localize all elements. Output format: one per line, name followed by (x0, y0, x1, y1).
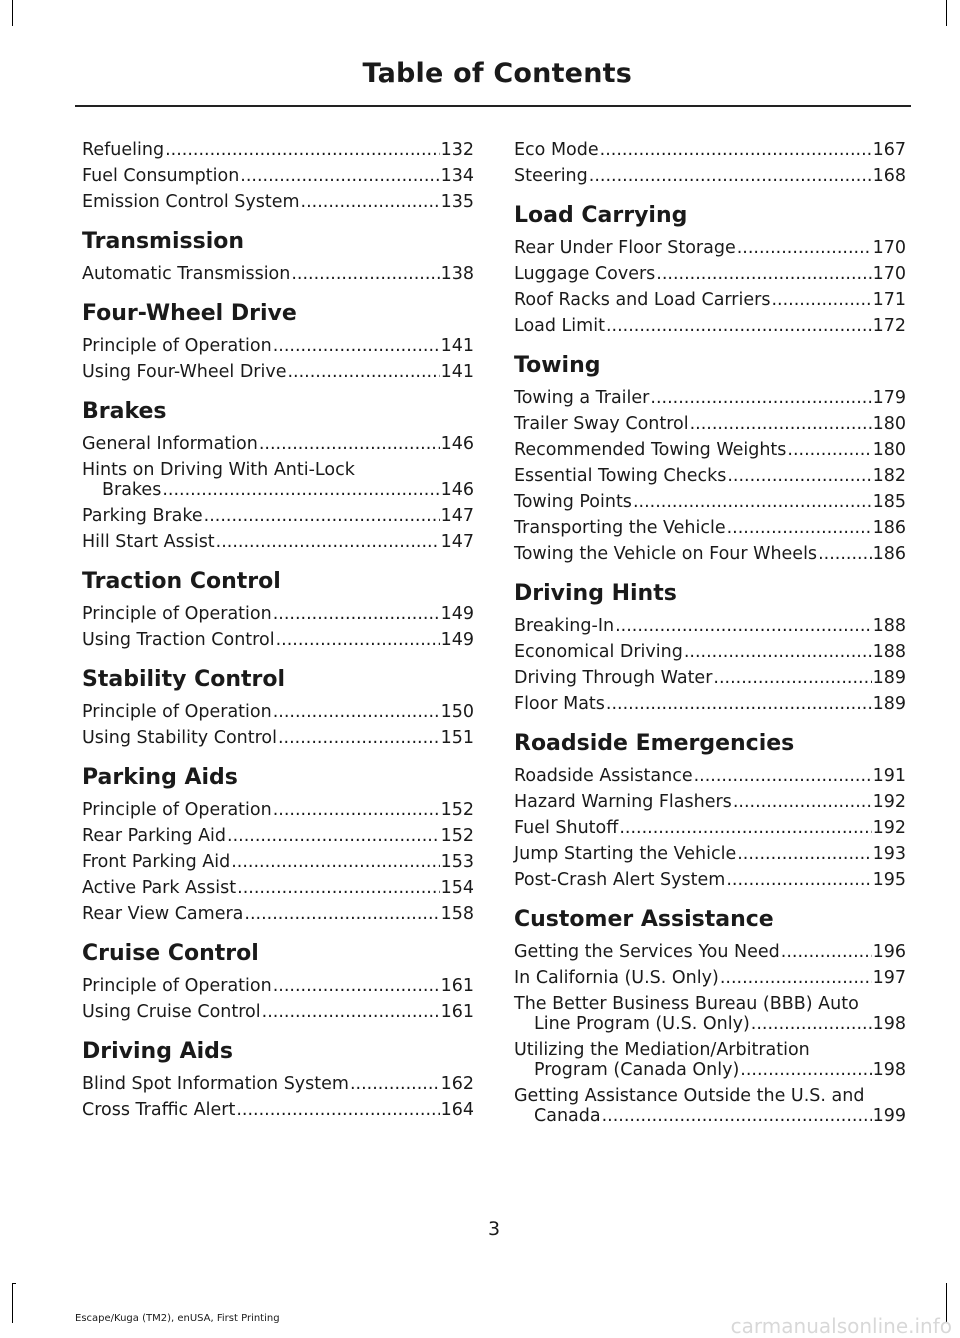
dot-leader (216, 532, 440, 552)
entry-page: 186 (872, 544, 906, 564)
toc-entry[interactable] (82, 728, 474, 748)
entry-page: 146 (440, 434, 474, 454)
entry-page: 168 (872, 166, 906, 186)
toc-entry[interactable] (514, 942, 906, 962)
entry-page: 199 (872, 1106, 906, 1126)
entry-title: The Better Business Bureau (BBB) Auto (514, 994, 859, 1014)
entry-page: 161 (440, 976, 474, 996)
entry-page: 179 (872, 388, 906, 408)
entry-page: 192 (872, 792, 906, 812)
dot-leader (694, 766, 872, 786)
toc-entry[interactable] (514, 264, 906, 284)
entry-title: Rear Under Floor Storage (514, 238, 736, 258)
entry-title: Fuel Shutoff (514, 818, 619, 838)
toc-entry[interactable] (514, 518, 906, 538)
dot-leader (619, 818, 871, 838)
entry-title: Hill Start Assist (82, 532, 215, 552)
toc-entry[interactable] (514, 316, 906, 336)
entry-title: Blind Spot Information System (82, 1074, 349, 1094)
entry-title: Automatic Transmission (82, 264, 291, 284)
entry-page: 149 (440, 604, 474, 624)
dot-leader (600, 140, 872, 160)
entry-title: Utilizing the Mediation/Arbitration (514, 1040, 810, 1060)
entry-page: 180 (872, 414, 906, 434)
toc-entry[interactable] (82, 1100, 474, 1120)
section-heading: Customer Assistance (514, 907, 774, 932)
entry-page: 198 (872, 1014, 906, 1034)
dot-leader (227, 826, 440, 846)
dot-leader (237, 878, 439, 898)
entry-title-continued: Brakes (102, 480, 162, 500)
watermark: carmanualsonline.info (730, 1314, 952, 1338)
entry-page: 162 (440, 1074, 474, 1094)
toc-entry[interactable] (82, 166, 474, 186)
entry-title: Essential Towing Checks (514, 466, 727, 486)
header-rule (75, 105, 911, 107)
entry-title: Eco Mode (514, 140, 599, 160)
entry-title: Steering (514, 166, 588, 186)
entry-page: 152 (440, 826, 474, 846)
entry-title: Recommended Towing Weights (514, 440, 787, 460)
entry-page: 141 (440, 362, 474, 382)
page-number: 3 (487, 1218, 501, 1240)
crop-mark-bottom-left-h (12, 1283, 16, 1284)
entry-page: 154 (440, 878, 474, 898)
entry-title: Cross Traffic Alert (82, 1100, 236, 1120)
toc-entry[interactable] (82, 976, 474, 996)
section-heading: Roadside Emergencies (514, 731, 795, 756)
entry-title: Towing the Vehicle on Four Wheels (514, 544, 818, 564)
toc-entry[interactable] (514, 166, 906, 186)
toc-entry[interactable] (82, 460, 474, 500)
entry-page: 189 (872, 694, 906, 714)
crop-mark-top-left-v (12, 0, 13, 26)
entry-page: 193 (872, 844, 906, 864)
entry-title: Refueling (82, 140, 165, 160)
entry-title: Principle of Operation (82, 604, 272, 624)
entry-page: 147 (440, 506, 474, 526)
dot-leader (751, 1014, 872, 1034)
toc-column-left (82, 140, 474, 1126)
toc-entry[interactable] (514, 694, 906, 714)
entry-title: Hazard Warning Flashers (514, 792, 732, 812)
toc-entry[interactable] (82, 904, 474, 924)
toc-entry[interactable] (514, 616, 906, 636)
entry-title-continued: Line Program (U.S. Only) (534, 1014, 750, 1034)
toc-column-right (514, 140, 906, 1132)
entry-title: Active Park Assist (82, 878, 237, 898)
dot-leader (162, 480, 439, 500)
entry-title: Using Traction Control (82, 630, 275, 650)
toc-entry[interactable] (82, 336, 474, 356)
dot-leader (606, 316, 872, 336)
dot-leader (650, 388, 871, 408)
entry-page: 170 (872, 264, 906, 284)
entry-title: Load Limit (514, 316, 605, 336)
footer-text: Escape/Kuga (TM2), enUSA, First Printing (75, 1313, 280, 1324)
dot-leader (278, 728, 440, 748)
dot-leader (733, 792, 872, 812)
toc-entry[interactable] (514, 1040, 906, 1080)
entry-title: Roadside Assistance (514, 766, 693, 786)
entry-page: 192 (872, 818, 906, 838)
dot-leader (656, 264, 871, 284)
dot-leader (787, 440, 871, 460)
dot-leader (287, 362, 439, 382)
section-heading: Stability Control (82, 667, 286, 692)
toc-entry[interactable] (514, 414, 906, 434)
dot-leader (818, 544, 872, 564)
entry-title: Emission Control System (82, 192, 300, 212)
entry-title: Roof Racks and Load Carriers (514, 290, 771, 310)
entry-page: 161 (440, 1002, 474, 1022)
entry-title: Principle of Operation (82, 702, 272, 722)
entry-page: 152 (440, 800, 474, 820)
section-heading: Traction Control (82, 569, 281, 594)
entry-title: Fuel Consumption (82, 166, 240, 186)
entry-title: Using Cruise Control (82, 1002, 261, 1022)
entry-title: Towing Points (514, 492, 632, 512)
entry-page: 188 (872, 616, 906, 636)
entry-page: 189 (872, 668, 906, 688)
dot-leader (690, 414, 872, 434)
entry-title: Rear Parking Aid (82, 826, 227, 846)
entry-title: Floor Mats (514, 694, 605, 714)
dot-leader (781, 942, 872, 962)
entry-page: 196 (872, 942, 906, 962)
toc-entry[interactable] (514, 290, 906, 310)
dot-leader (589, 166, 872, 186)
dot-leader (727, 466, 871, 486)
dot-leader (273, 336, 440, 356)
dot-leader (259, 434, 440, 454)
entry-title: Principle of Operation (82, 336, 272, 356)
dot-leader (350, 1074, 440, 1094)
toc-entry[interactable] (514, 1086, 906, 1126)
dot-leader (273, 604, 440, 624)
toc-entry[interactable] (82, 532, 474, 552)
toc-entry[interactable] (514, 844, 906, 864)
entry-title: Trailer Sway Control (514, 414, 689, 434)
entry-page: 151 (440, 728, 474, 748)
dot-leader (713, 668, 871, 688)
section-heading: Transmission (82, 229, 245, 254)
toc-entry[interactable] (514, 870, 906, 890)
toc-entry[interactable] (514, 140, 906, 160)
dot-leader (240, 166, 439, 186)
dot-leader (291, 264, 439, 284)
section-heading: Parking Aids (82, 765, 238, 790)
entry-title: Luggage Covers (514, 264, 656, 284)
toc-entry[interactable] (514, 994, 906, 1034)
entry-title: Economical Driving (514, 642, 683, 662)
entry-page: 141 (440, 336, 474, 356)
entry-title: In California (U.S. Only) (514, 968, 719, 988)
toc-entry[interactable] (82, 506, 474, 526)
entry-page: 182 (872, 466, 906, 486)
entry-page: 172 (872, 316, 906, 336)
toc-entry[interactable] (82, 826, 474, 846)
toc-entry[interactable] (514, 792, 906, 812)
entry-page: 146 (440, 480, 474, 500)
toc-entry[interactable] (82, 630, 474, 650)
toc-entry[interactable] (82, 1002, 474, 1022)
toc-entry[interactable] (82, 878, 474, 898)
entry-page: 147 (440, 532, 474, 552)
entry-title-continued: Canada (534, 1106, 601, 1126)
toc-entry[interactable] (82, 264, 474, 284)
toc-entry[interactable] (82, 362, 474, 382)
dot-leader (301, 192, 440, 212)
section-heading: Four-Wheel Drive (82, 301, 297, 326)
entry-title: Parking Brake (82, 506, 203, 526)
entry-page: 195 (872, 870, 906, 890)
entry-page: 197 (872, 968, 906, 988)
toc-entry[interactable] (514, 968, 906, 988)
entry-title: Jump Starting the Vehicle (514, 844, 737, 864)
entry-page: 170 (872, 238, 906, 258)
toc-entry[interactable] (82, 604, 474, 624)
dot-leader (273, 702, 440, 722)
entry-title: Towing a Trailer (514, 388, 650, 408)
entry-page: 198 (872, 1060, 906, 1080)
toc-entry[interactable] (514, 818, 906, 838)
entry-title: General Information (82, 434, 258, 454)
dot-leader (273, 976, 440, 996)
entry-page: 158 (440, 904, 474, 924)
toc-entry[interactable] (514, 492, 906, 512)
entry-page: 134 (440, 166, 474, 186)
entry-title: Transporting the Vehicle (514, 518, 726, 538)
dot-leader (236, 1100, 439, 1120)
entry-page: 171 (872, 290, 906, 310)
toc-entry[interactable] (82, 852, 474, 872)
entry-title: Using Stability Control (82, 728, 277, 748)
crop-mark-bottom-left-v (12, 1283, 13, 1323)
toc-entry[interactable] (82, 800, 474, 820)
entry-page: 185 (872, 492, 906, 512)
entry-title: Getting Assistance Outside the U.S. and (514, 1086, 865, 1106)
dot-leader (737, 238, 872, 258)
entry-page: 150 (440, 702, 474, 722)
page-title: Table of Contents (362, 58, 632, 89)
entry-page: 138 (440, 264, 474, 284)
dot-leader (606, 694, 872, 714)
entry-title: Getting the Services You Need (514, 942, 780, 962)
entry-title: Rear View Camera (82, 904, 244, 924)
dot-leader (740, 1060, 871, 1080)
dot-leader (273, 800, 440, 820)
section-heading: Brakes (82, 399, 167, 424)
dot-leader (727, 518, 872, 538)
toc-entry[interactable] (82, 434, 474, 454)
toc-entry[interactable] (82, 702, 474, 722)
entry-page: 135 (440, 192, 474, 212)
dot-leader (276, 630, 440, 650)
entry-title: Principle of Operation (82, 800, 272, 820)
toc-entry[interactable] (514, 466, 906, 486)
dot-leader (602, 1106, 872, 1126)
toc-entry[interactable] (514, 642, 906, 662)
dot-leader (231, 852, 439, 872)
toc-entry[interactable] (514, 766, 906, 786)
dot-leader (204, 506, 440, 526)
dot-leader (262, 1002, 440, 1022)
entry-page: 153 (440, 852, 474, 872)
entry-title: Breaking-In (514, 616, 615, 636)
section-heading: Driving Hints (514, 581, 677, 606)
entry-page: 132 (440, 140, 474, 160)
toc-entry[interactable] (514, 544, 906, 564)
dot-leader (737, 844, 871, 864)
toc-entry[interactable] (82, 140, 474, 160)
entry-title: Hints on Driving With Anti-Lock (82, 460, 355, 480)
section-heading: Driving Aids (82, 1039, 234, 1064)
entry-page: 149 (440, 630, 474, 650)
toc-entry[interactable] (82, 1074, 474, 1094)
section-heading: Cruise Control (82, 941, 259, 966)
entry-title: Using Four-Wheel Drive (82, 362, 287, 382)
entry-title: Principle of Operation (82, 976, 272, 996)
dot-leader (244, 904, 439, 924)
entry-page: 188 (872, 642, 906, 662)
toc-entry[interactable] (514, 440, 906, 460)
toc-entry[interactable] (514, 388, 906, 408)
dot-leader (165, 140, 440, 160)
entry-title-continued: Program (Canada Only) (534, 1060, 740, 1080)
toc-entry[interactable] (82, 192, 474, 212)
toc-entry[interactable] (514, 668, 906, 688)
entry-page: 191 (872, 766, 906, 786)
entry-title: Driving Through Water (514, 668, 713, 688)
section-heading: Towing (514, 353, 601, 378)
dot-leader (615, 616, 872, 636)
entry-page: 186 (872, 518, 906, 538)
entry-title: Post-Crash Alert System (514, 870, 726, 890)
dot-leader (633, 492, 872, 512)
dot-leader (726, 870, 871, 890)
dot-leader (720, 968, 872, 988)
entry-page: 180 (872, 440, 906, 460)
entry-title: Front Parking Aid (82, 852, 231, 872)
entry-page: 167 (872, 140, 906, 160)
dot-leader (684, 642, 872, 662)
section-heading: Load Carrying (514, 203, 688, 228)
dot-leader (771, 290, 871, 310)
toc-entry[interactable] (514, 238, 906, 258)
crop-mark-top-right-v (946, 0, 947, 26)
entry-page: 164 (440, 1100, 474, 1120)
